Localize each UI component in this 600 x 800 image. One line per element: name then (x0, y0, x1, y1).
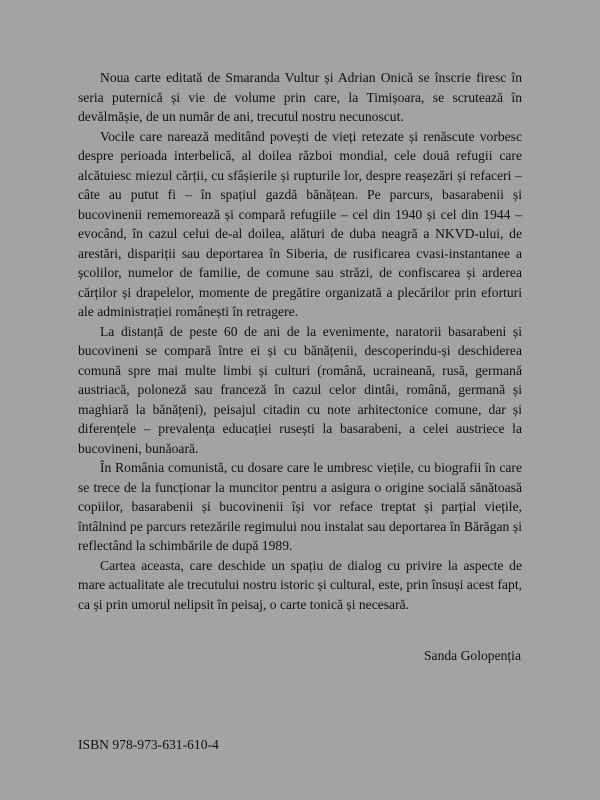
paragraph-5: Cartea aceasta, care deschide un spațiu de dialog cu privire la aspecte de mare actualitate ale trecutului nostru istoric și cultural, este, prin însuși acest fapt, ca și prin umorul nelipsit în peisaj, o carte tonică și necesară. (78, 557, 522, 612)
paragraph-1: Noua carte editată de Smaranda Vultur și Adrian Onică se înscrie firesc în seria puternică și vie de volume prin care, la Timișoara, se scrutează în devălmășie, de un număr de ani, trecutul nostru necunoscut. (78, 70, 522, 124)
author-signature: Sanda Golopenția (423, 648, 521, 663)
paragraph-2: Vocile care narează meditând povești de vieți retezate și renăscute vorbesc despre perioada interbelică, al doilea război mondial, cele două refugii care alcătuiesc miezul cărții, cu sfâșierile și rupturile lor, despre reașezări și refaceri – câte au putut fi – în spațiul gazdă bănățean. Pe parcurs, basarabenii și bucovinenii rememorează și compară refugiile – cel din 1940 și cel din 1944 – evocând, în cazul celui de-al doilea, alături de duba neagră a NKVD-ului, de arestări, dispariții sau deportarea în Siberia, de rusificarea cvasi-instantanee a școlilor, numelor de familie, de comune sau străzi, de confiscarea și arderea cărților și drapelelor, momente de pregătire organizată a plecărilor prin eforturi ale administrației românești în retragere. (78, 128, 522, 319)
paragraph-3: La distanță de peste 60 de ani de la evenimente, naratorii basarabeni și bucovineni se compară între ei și cu bănățenii, descoperindu-și deschiderea comună spre mai multe limbi și culturi (română, ucraineană, rusă, germană austriacă, poloneză sau franceză în cazul celor dintâi, română, germană și maghiară la bănățeni), peisajul citadin cu note arhitectonice comune, dar și diferențele – prevalența educației rusești la basarabeni, a celei austriece la bucovineni, bunăoară. (78, 323, 522, 456)
paragraph-4: În România comunistă, cu dosare care le umbresc viețile, cu biografii în care se trece de la funcționar la muncitor pentru a asigura o origine socială sănătoasă copiilor, basarabenii și bucovinenii își vor reface treptat și parțial viețile, întâlnind pe parcurs retezările regimului nou instalat sau deportarea în Bărăgan și reflectând la schimbările de după 1989. (78, 460, 522, 553)
blurb-text (78, 68, 522, 614)
isbn-number: ISBN 978-973-631-610-4 (78, 737, 219, 752)
